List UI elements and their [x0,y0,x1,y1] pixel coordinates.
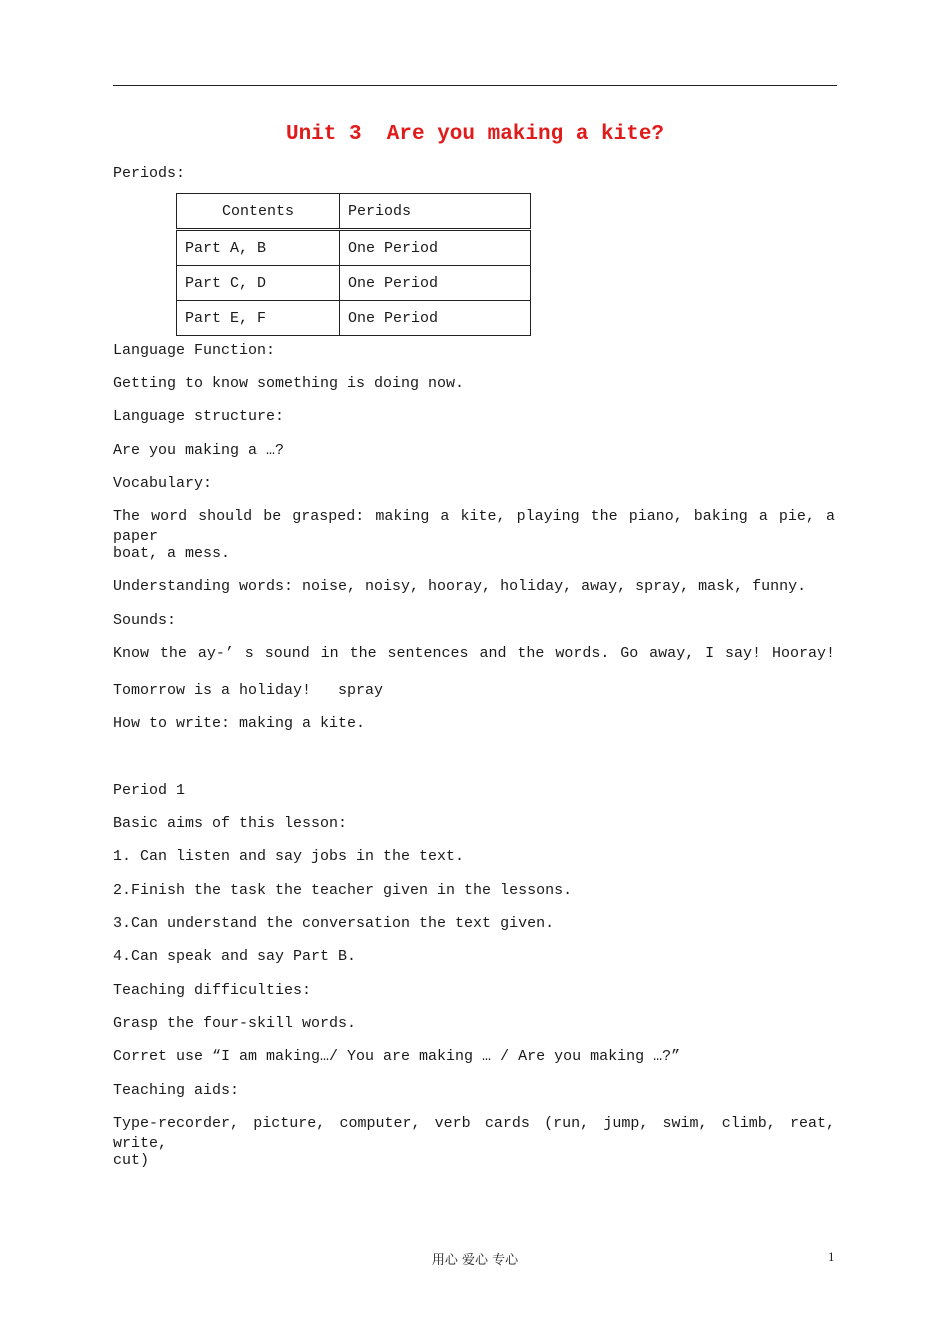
table-row [177,301,531,336]
table-cell-period: One Period [340,266,531,301]
teaching-aids-line-1: Type-recorder, picture, computer, verb cards (run, jump, swim, climb, reat, write, [113,1115,835,1152]
vocab-grasped-line-2: boat, a mess. [113,545,231,562]
language-structure-text: Are you making a …? [113,442,285,459]
table-cell-content: Part A, B [177,230,340,266]
difficulty-item: Corret use “I am making…/ You are making … / Are you making …?” [113,1048,681,1065]
aim-item: 2.Finish the task the teacher given in the lessons. [113,882,573,899]
understanding-words: Understanding words: noise, noisy, hooray, holiday, away, spray, mask, funny. [113,578,807,595]
aim-item: 1. Can listen and say jobs in the text. [113,848,465,865]
periods-table [176,193,531,336]
basic-aims-label: Basic aims of this lesson: [113,815,348,832]
table-header-row [177,194,531,230]
table-row [177,230,531,266]
how-to-write: How to write: making a kite. [113,715,366,732]
aim-item: 4.Can speak and say Part B. [113,948,357,965]
teaching-difficulties-label: Teaching difficulties: [113,982,312,999]
aim-item: 3.Can understand the conversation the text given. [113,915,555,932]
footer-motto: 用心 爱心 专心 [431,1253,519,1268]
page-number: 1 [828,1249,835,1264]
vocab-grasped-line-1: The word should be grasped: making a kite, playing the piano, baking a pie, a paper [113,508,835,545]
sounds-line-2: Tomorrow is a holiday! spray [113,682,384,699]
table-cell-content: Part E, F [177,301,340,336]
teaching-aids-label: Teaching aids: [113,1082,240,1099]
header-periods: Periods [340,194,531,230]
table-row [177,266,531,301]
table-cell-period: One Period [340,301,531,336]
table-cell-period: One Period [340,230,531,266]
header-rule [113,85,837,86]
difficulty-item: Grasp the four-skill words. [113,1015,357,1032]
table-cell-content: Part C, D [177,266,340,301]
sounds-line-1: Know the ay-’ s sound in the sentences and the words. Go away, I say! Hooray! [113,645,835,662]
teaching-aids-line-2: cut) [113,1152,150,1169]
language-function-text: Getting to know something is doing now. [113,375,465,392]
header-contents: Contents [177,194,340,230]
page-title: Unit 3 Are you making a kite? [285,123,665,146]
language-structure-label: Language structure: [113,408,285,425]
period-1-heading: Period 1 [113,782,186,799]
sounds-label: Sounds: [113,612,177,629]
language-function-label: Language Function: [113,342,276,359]
periods-label: Periods: [113,165,186,182]
vocabulary-label: Vocabulary: [113,475,213,492]
